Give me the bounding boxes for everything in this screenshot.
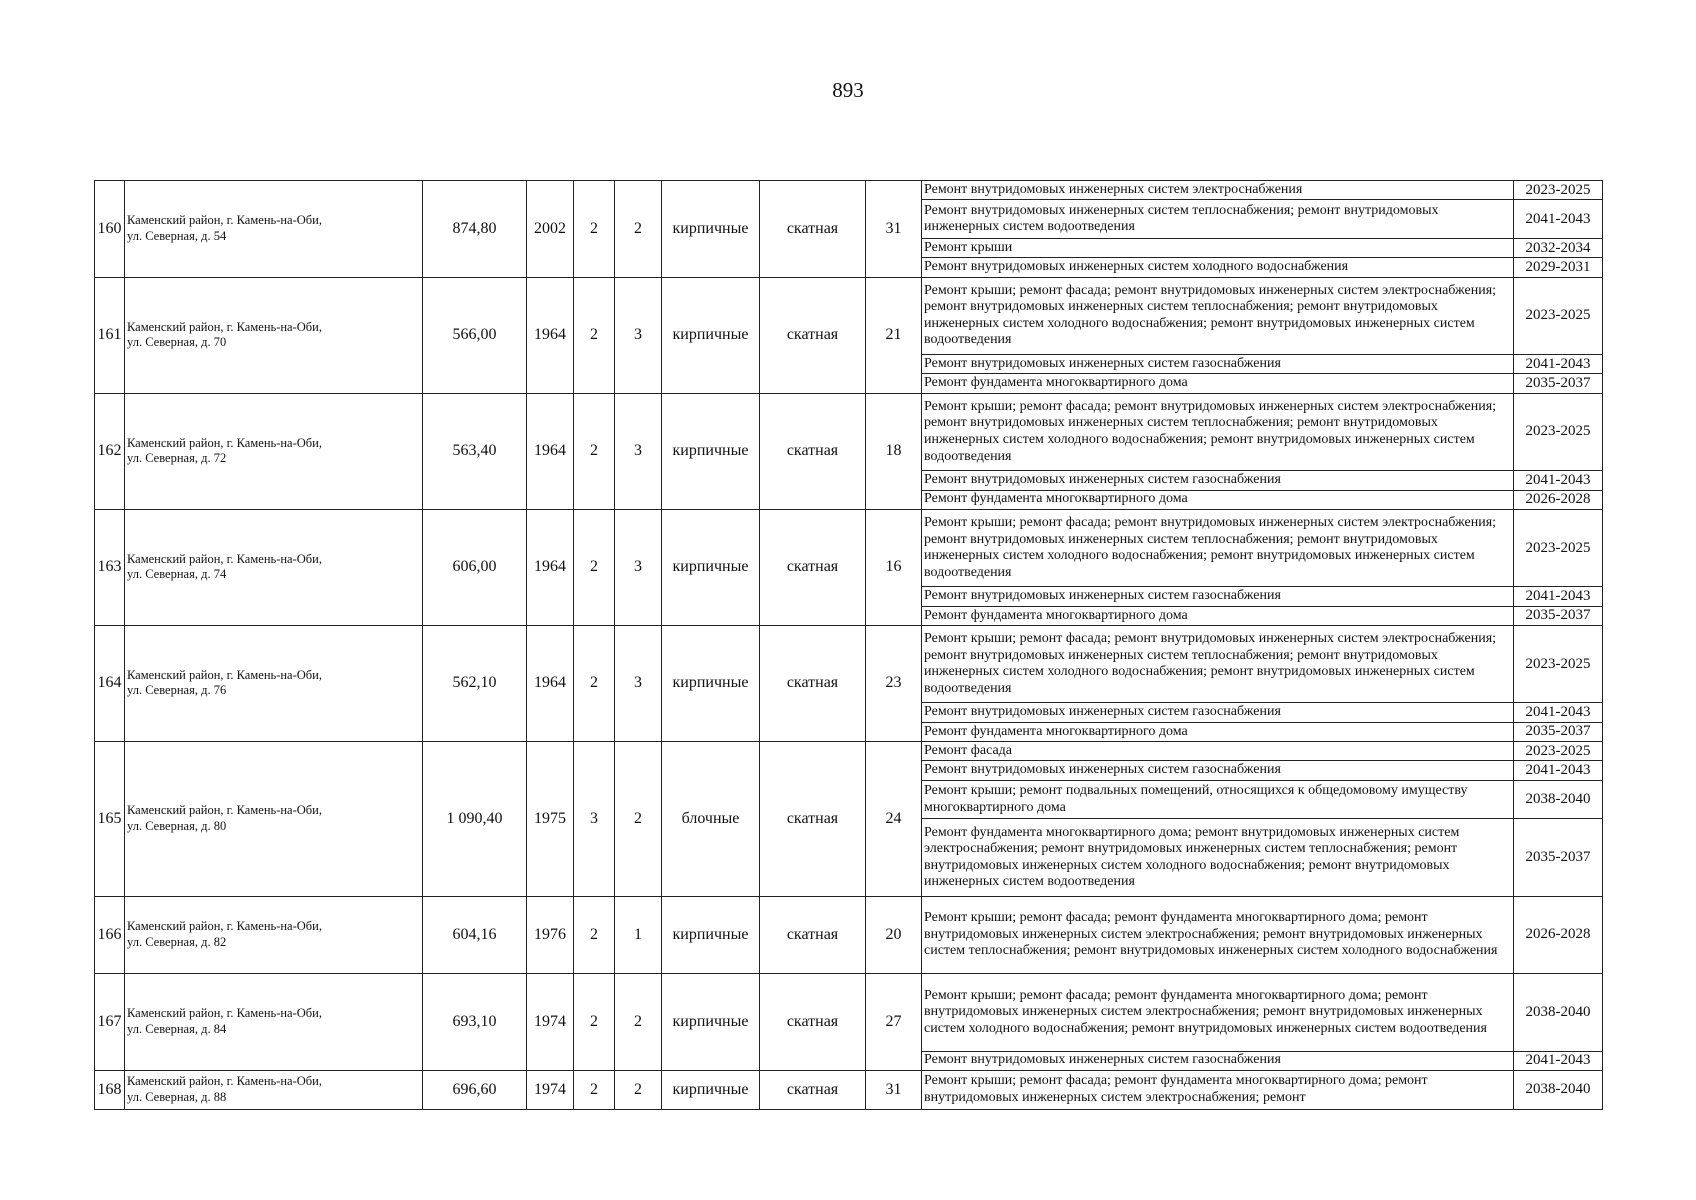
work-description-cell: Ремонт внутридомовых инженерных систем газоснабжения [922, 587, 1514, 606]
work-description-cell: Ремонт крыши; ремонт фасада; ремонт внутридомовых инженерных систем электроснабжения; ремонт внутридомовых инженерных систем теплоснабжения; ремонт внутридомовых инженерных систем холодного водоснабжения; ремонт внутридомовых инженерных систем водоотведения [922, 393, 1514, 470]
row-number: 167 [95, 974, 125, 1071]
wall-material-cell: кирпичные [662, 277, 760, 393]
work-period-cell: 2041-2043 [1514, 761, 1603, 780]
area-cell: 1 090,40 [423, 742, 527, 897]
address-line-2: ул. Северная, д. 54 [127, 228, 227, 243]
floors-cell: 2 [574, 277, 615, 393]
work-description-cell: Ремонт крыши; ремонт фасада; ремонт внутридомовых инженерных систем электроснабжения; ремонт внутридомовых инженерных систем теплоснабжения; ремонт внутридомовых инженерных систем холодного водоснабжения; ремонт внутридомовых инженерных систем водоотведения [922, 277, 1514, 354]
work-period-cell: 2026-2028 [1514, 490, 1603, 509]
work-description-cell: Ремонт фундамента многоквартирного дома [922, 490, 1514, 509]
work-period-cell: 2038-2040 [1514, 974, 1603, 1051]
address-line-1: Каменский район, г. Камень-на-Оби, [127, 667, 322, 682]
address-cell [125, 974, 423, 1071]
address-line-1: Каменский район, г. Камень-на-Оби, [127, 435, 322, 450]
work-period-cell: 2041-2043 [1514, 703, 1603, 722]
address-cell [125, 625, 423, 741]
address-line-1: Каменский район, г. Камень-на-Оби, [127, 919, 322, 934]
work-description-cell: Ремонт внутридомовых инженерных систем газоснабжения [922, 1051, 1514, 1070]
work-description-cell: Ремонт крыши [922, 239, 1514, 258]
residents-cell: 31 [866, 1070, 922, 1109]
work-description-cell: Ремонт внутридомовых инженерных систем газоснабжения [922, 471, 1514, 490]
work-period-cell: 2023-2025 [1514, 742, 1603, 761]
address-line-2: ул. Северная, д. 84 [127, 1022, 227, 1037]
row-number: 166 [95, 896, 125, 973]
work-period-cell: 2035-2037 [1514, 819, 1603, 896]
roof-type-cell: скатная [760, 896, 866, 973]
residents-cell: 21 [866, 277, 922, 393]
area-cell: 604,16 [423, 896, 527, 973]
row-number: 161 [95, 277, 125, 393]
row-number: 164 [95, 625, 125, 741]
address-line-2: ул. Северная, д. 74 [127, 567, 227, 582]
entrances-cell: 2 [615, 742, 662, 897]
area-cell: 563,40 [423, 393, 527, 509]
capital-repair-table [94, 180, 1603, 1110]
table-row [95, 896, 1603, 973]
residents-cell: 23 [866, 625, 922, 741]
work-description-cell: Ремонт фундамента многоквартирного дома [922, 722, 1514, 741]
residents-cell: 27 [866, 974, 922, 1071]
year-cell: 1974 [527, 1070, 574, 1109]
table-row [95, 742, 1603, 761]
roof-type-cell: скатная [760, 1070, 866, 1109]
work-description-cell: Ремонт фундамента многоквартирного дома [922, 374, 1514, 393]
address-line-1: Каменский район, г. Камень-на-Оби, [127, 551, 322, 566]
address-cell [125, 277, 423, 393]
address-line-2: ул. Северная, д. 88 [127, 1089, 227, 1104]
work-description-cell: Ремонт крыши; ремонт фасада; ремонт фундамента многоквартирного дома; ремонт внутридомовых инженерных систем электроснабжения; ремонт [922, 1070, 1514, 1109]
work-description-cell: Ремонт крыши; ремонт фасада; ремонт фундамента многоквартирного дома; ремонт внутридомовых инженерных систем электроснабжения; ремонт внутридомовых инженерных систем теплоснабжения; ремонт внутридомовых инженерных систем холодного водоснабжения [922, 896, 1514, 973]
work-period-cell: 2029-2031 [1514, 258, 1603, 277]
work-period-cell: 2023-2025 [1514, 393, 1603, 470]
work-description-cell: Ремонт фундамента многоквартирного дома [922, 606, 1514, 625]
work-description-cell: Ремонт внутридомовых инженерных систем электроснабжения [922, 181, 1514, 200]
table-row [95, 625, 1603, 702]
address-line-1: Каменский район, г. Камень-на-Оби, [127, 803, 322, 818]
floors-cell: 2 [574, 625, 615, 741]
roof-type-cell: скатная [760, 393, 866, 509]
row-number: 165 [95, 742, 125, 897]
work-description-cell: Ремонт крыши; ремонт подвальных помещений, относящихся к общедомовому имуществу многоквартирного дома [922, 780, 1514, 819]
area-cell: 693,10 [423, 974, 527, 1071]
residents-cell: 31 [866, 181, 922, 278]
work-period-cell: 2041-2043 [1514, 587, 1603, 606]
year-cell: 1964 [527, 509, 574, 625]
address-line-1: Каменский район, г. Камень-на-Оби, [127, 213, 322, 228]
table-row [95, 509, 1603, 586]
residents-cell: 24 [866, 742, 922, 897]
row-number: 163 [95, 509, 125, 625]
address-cell [125, 181, 423, 278]
year-cell: 1974 [527, 974, 574, 1071]
year-cell: 1975 [527, 742, 574, 897]
work-description-cell: Ремонт внутридомовых инженерных систем холодного водоснабжения [922, 258, 1514, 277]
floors-cell: 2 [574, 974, 615, 1071]
address-line-2: ул. Северная, д. 76 [127, 683, 227, 698]
wall-material-cell: кирпичные [662, 896, 760, 973]
work-description-cell: Ремонт внутридомовых инженерных систем теплоснабжения; ремонт внутридомовых инженерных систем водоотведения [922, 200, 1514, 239]
work-period-cell: 2023-2025 [1514, 277, 1603, 354]
table-row [95, 1070, 1603, 1109]
residents-cell: 20 [866, 896, 922, 973]
area-cell: 566,00 [423, 277, 527, 393]
entrances-cell: 3 [615, 393, 662, 509]
work-description-cell: Ремонт фундамента многоквартирного дома; ремонт внутридомовых инженерных систем электроснабжения; ремонт внутридомовых инженерных систем теплоснабжения; ремонт внутридомовых инженерных систем холодного водоснабжения; ремонт внутридомовых инженерных систем водоотведения [922, 819, 1514, 896]
work-period-cell: 2035-2037 [1514, 722, 1603, 741]
work-period-cell: 2023-2025 [1514, 625, 1603, 702]
entrances-cell: 3 [615, 277, 662, 393]
address-cell [125, 742, 423, 897]
entrances-cell: 2 [615, 974, 662, 1071]
work-period-cell: 2041-2043 [1514, 471, 1603, 490]
work-period-cell: 2041-2043 [1514, 1051, 1603, 1070]
roof-type-cell: скатная [760, 742, 866, 897]
work-description-cell: Ремонт крыши; ремонт фасада; ремонт фундамента многоквартирного дома; ремонт внутридомовых инженерных систем электроснабжения; ремонт внутридомовых инженерных систем холодного водоснабжения; ремонт внутридомовых инженерных систем водоотведения [922, 974, 1514, 1051]
roof-type-cell: скатная [760, 974, 866, 1071]
roof-type-cell: скатная [760, 625, 866, 741]
wall-material-cell: кирпичные [662, 181, 760, 278]
work-period-cell: 2035-2037 [1514, 374, 1603, 393]
page-number: 893 [832, 78, 864, 102]
work-description-cell: Ремонт крыши; ремонт фасада; ремонт внутридомовых инженерных систем электроснабжения; ремонт внутридомовых инженерных систем теплоснабжения; ремонт внутридомовых инженерных систем холодного водоснабжения; ремонт внутридомовых инженерных систем водоотведения [922, 509, 1514, 586]
year-cell: 1976 [527, 896, 574, 973]
address-line-2: ул. Северная, д. 82 [127, 934, 227, 949]
residents-cell: 18 [866, 393, 922, 509]
address-line-2: ул. Северная, д. 72 [127, 451, 227, 466]
work-period-cell: 2023-2025 [1514, 181, 1603, 200]
entrances-cell: 1 [615, 896, 662, 973]
area-cell: 874,80 [423, 181, 527, 278]
wall-material-cell: кирпичные [662, 625, 760, 741]
roof-type-cell: скатная [760, 277, 866, 393]
work-period-cell: 2038-2040 [1514, 780, 1603, 819]
work-period-cell: 2026-2028 [1514, 896, 1603, 973]
area-cell: 606,00 [423, 509, 527, 625]
work-period-cell: 2041-2043 [1514, 355, 1603, 374]
entrances-cell: 2 [615, 1070, 662, 1109]
address-line-2: ул. Северная, д. 80 [127, 818, 227, 833]
address-line-1: Каменский район, г. Камень-на-Оби, [127, 1006, 322, 1021]
row-number: 168 [95, 1070, 125, 1109]
floors-cell: 3 [574, 742, 615, 897]
area-cell: 696,60 [423, 1070, 527, 1109]
year-cell: 1964 [527, 277, 574, 393]
work-description-cell: Ремонт внутридомовых инженерных систем газоснабжения [922, 703, 1514, 722]
entrances-cell: 2 [615, 181, 662, 278]
work-description-cell: Ремонт крыши; ремонт фасада; ремонт внутридомовых инженерных систем электроснабжения; ремонт внутридомовых инженерных систем теплоснабжения; ремонт внутридомовых инженерных систем холодного водоснабжения; ремонт внутридомовых инженерных систем водоотведения [922, 625, 1514, 702]
table-row [95, 974, 1603, 1051]
floors-cell: 2 [574, 1070, 615, 1109]
wall-material-cell: кирпичные [662, 509, 760, 625]
address-cell [125, 509, 423, 625]
floors-cell: 2 [574, 896, 615, 973]
year-cell: 1964 [527, 625, 574, 741]
floors-cell: 2 [574, 509, 615, 625]
work-period-cell: 2035-2037 [1514, 606, 1603, 625]
table-row [95, 277, 1603, 354]
address-line-1: Каменский район, г. Камень-на-Оби, [127, 1074, 322, 1089]
work-period-cell: 2023-2025 [1514, 509, 1603, 586]
roof-type-cell: скатная [760, 509, 866, 625]
area-cell: 562,10 [423, 625, 527, 741]
work-period-cell: 2041-2043 [1514, 200, 1603, 239]
address-cell [125, 1070, 423, 1109]
year-cell: 2002 [527, 181, 574, 278]
wall-material-cell: блочные [662, 742, 760, 897]
floors-cell: 2 [574, 181, 615, 278]
row-number: 162 [95, 393, 125, 509]
entrances-cell: 3 [615, 509, 662, 625]
wall-material-cell: кирпичные [662, 974, 760, 1071]
entrances-cell: 3 [615, 625, 662, 741]
work-period-cell: 2038-2040 [1514, 1070, 1603, 1109]
work-description-cell: Ремонт внутридомовых инженерных систем газоснабжения [922, 761, 1514, 780]
floors-cell: 2 [574, 393, 615, 509]
row-number: 160 [95, 181, 125, 278]
roof-type-cell: скатная [760, 181, 866, 278]
work-period-cell: 2032-2034 [1514, 239, 1603, 258]
residents-cell: 16 [866, 509, 922, 625]
address-cell [125, 393, 423, 509]
wall-material-cell: кирпичные [662, 393, 760, 509]
wall-material-cell: кирпичные [662, 1070, 760, 1109]
work-description-cell: Ремонт внутридомовых инженерных систем газоснабжения [922, 355, 1514, 374]
table-row [95, 181, 1603, 200]
address-line-1: Каменский район, г. Камень-на-Оби, [127, 319, 322, 334]
year-cell: 1964 [527, 393, 574, 509]
address-line-2: ул. Северная, д. 70 [127, 335, 227, 350]
address-cell [125, 896, 423, 973]
table-row [95, 393, 1603, 470]
work-description-cell: Ремонт фасада [922, 742, 1514, 761]
